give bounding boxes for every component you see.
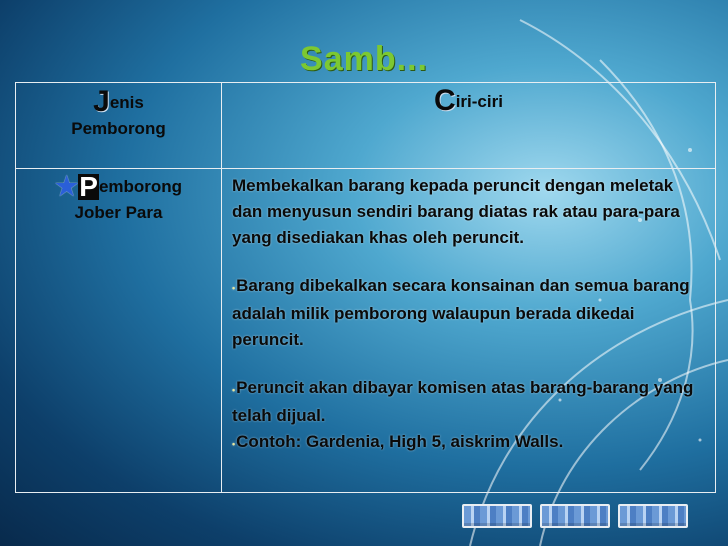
slide-title: Samb... — [300, 40, 428, 78]
navigation-buttons — [454, 504, 688, 528]
nav-button-next[interactable] — [618, 504, 688, 528]
paragraph-4: •Contoh: Gardenia, High 5, aiskrim Walls. — [232, 432, 564, 451]
row-cell-jenis — [16, 169, 222, 493]
row-cell-ciri — [222, 169, 716, 493]
row-name-rest: emborong — [98, 177, 183, 196]
header-cell-jenis — [16, 83, 222, 169]
small-bullet-icon: • — [232, 439, 236, 449]
header-col2-rest: iri-ciri — [455, 92, 503, 111]
paragraph-3: •Peruncit akan dibayar komisen atas barang-barang yang telah dijual. — [232, 378, 694, 425]
star-icon: ★ — [54, 171, 79, 201]
content-table — [15, 82, 716, 493]
nav-button-back[interactable] — [462, 504, 532, 528]
paragraph-2: •Barang dibekalkan secara konsainan dan semua barang adalah milik pemborong walaupun berada dikedai peruncit. — [232, 276, 690, 349]
small-bullet-icon: • — [232, 283, 236, 293]
table-row — [16, 169, 716, 493]
row-name-line2: Jober Para — [74, 203, 163, 222]
header-cell-ciri — [222, 83, 716, 169]
paragraph-1: Membekalkan barang kepada peruncit dengan meletak dan menyusun sendiri barang diatas rak atau para-para yang disediakan khas oleh peruncit. — [232, 176, 680, 247]
nav-button-home[interactable] — [540, 504, 610, 528]
header-col2-initial: C — [434, 84, 456, 117]
row-initial: P — [79, 171, 98, 202]
small-bullet-icon: • — [232, 385, 236, 395]
header-col1-line2: Pemborong — [71, 119, 166, 138]
header-col1-rest: enis — [109, 93, 144, 112]
header-col1-initial: J — [93, 85, 110, 118]
table-header-row — [16, 83, 716, 169]
